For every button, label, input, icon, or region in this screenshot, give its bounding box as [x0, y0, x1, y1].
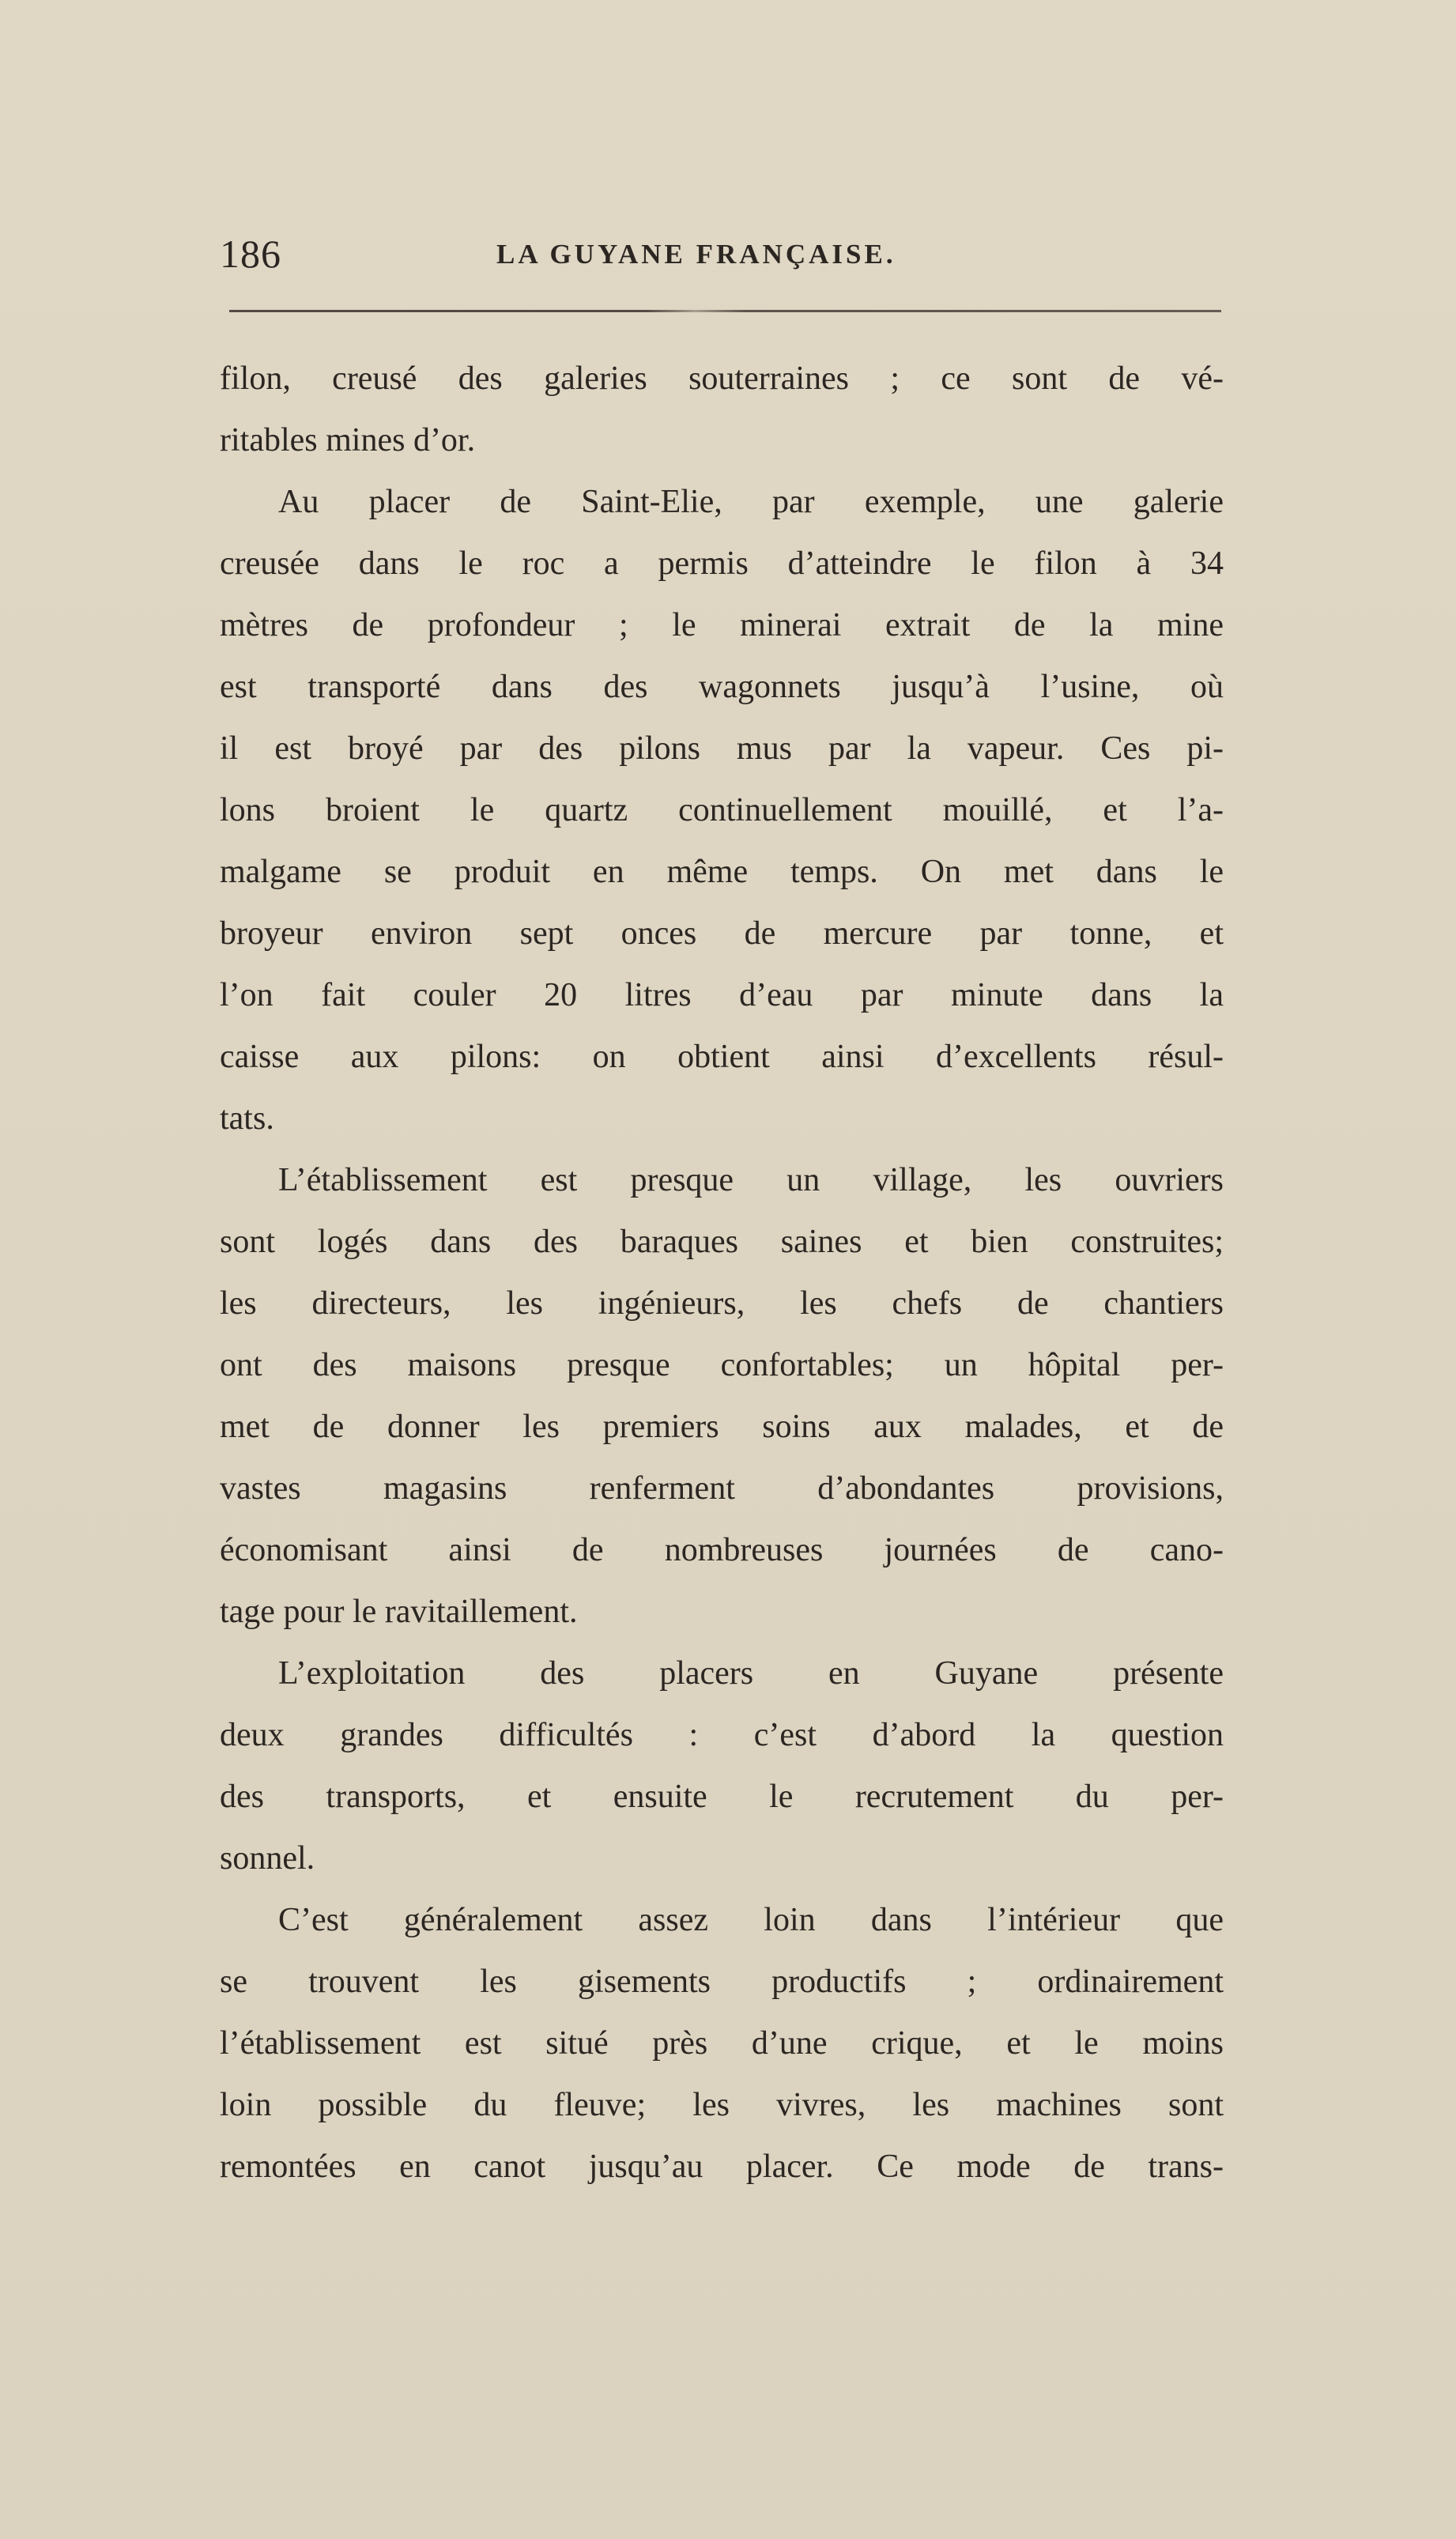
text-line: tats. — [220, 1100, 274, 1137]
text-line: broyeur environ sept onces de mercure par tonne, et — [220, 915, 1224, 952]
header-rule — [229, 310, 1221, 312]
text-line: L’exploitation des placers en Guyane présente — [278, 1655, 1224, 1692]
text-line: vastes magasins renferment d’abondantes provisions, — [220, 1470, 1224, 1507]
text-line: filon, creusé des galeries souterraines ; ce sont de vé- — [220, 360, 1224, 397]
text-line: tage pour le ravitaillement. — [220, 1594, 578, 1630]
text-line: l’établissement est situé près d’une crique, et le moins — [220, 2025, 1224, 2062]
text-line: il est broyé par des pilons mus par la vapeur. Ces pi- — [220, 730, 1224, 767]
text-line: loin possible du fleuve; les vivres, les machines sont — [220, 2087, 1224, 2123]
text-line: ont des maisons presque confortables; un hôpital per- — [220, 1347, 1224, 1383]
text-line: l’on fait couler 20 litres d’eau par minute dans la — [220, 977, 1224, 1013]
text-line: creusée dans le roc a permis d’atteindre le filon à 34 — [220, 545, 1224, 582]
running-title: LA GUYANE FRANÇAISE. — [496, 239, 896, 270]
page-number: 186 — [220, 232, 281, 276]
text-line: se trouvent les gisements productifs ; ordinairement — [220, 1964, 1224, 2000]
text-line: deux grandes difficultés : c’est d’abord la question — [220, 1717, 1224, 1753]
text-line: des transports, et ensuite le recrutement du per- — [220, 1779, 1224, 1815]
body-text — [220, 348, 1224, 2198]
text-line: Au placer de Saint-Elie, par exemple, une galerie — [278, 484, 1224, 520]
text-line: économisant ainsi de nombreuses journées de cano- — [220, 1532, 1224, 1568]
text-line: les directeurs, les ingénieurs, les chefs de chantiers — [220, 1285, 1224, 1322]
text-line: met de donner les premiers soins aux malades, et de — [220, 1409, 1224, 1445]
text-line: remontées en canot jusqu’au placer. Ce mode de trans- — [220, 2149, 1224, 2185]
text-line: ritables mines d’or. — [220, 422, 476, 458]
text-line: malgame se produit en même temps. On met dans le — [220, 854, 1224, 890]
text-line: mètres de profondeur ; le minerai extrait de la mine — [220, 607, 1224, 643]
text-line: caisse aux pilons: on obtient ainsi d’excellents résul- — [220, 1039, 1224, 1075]
text-line: lons broient le quartz continuellement mouillé, et l’a- — [220, 792, 1224, 828]
text-line: est transporté dans des wagonnets jusqu’à l’usine, où — [220, 669, 1224, 705]
text-line: L’établissement est presque un village, les ouvriers — [278, 1162, 1224, 1198]
text-line: sont logés dans des baraques saines et bien construites; — [220, 1224, 1224, 1260]
page-header — [220, 231, 1224, 286]
text-line: C’est généralement assez loin dans l’intérieur que — [278, 1902, 1224, 1938]
text-line: sonnel. — [220, 1840, 315, 1877]
